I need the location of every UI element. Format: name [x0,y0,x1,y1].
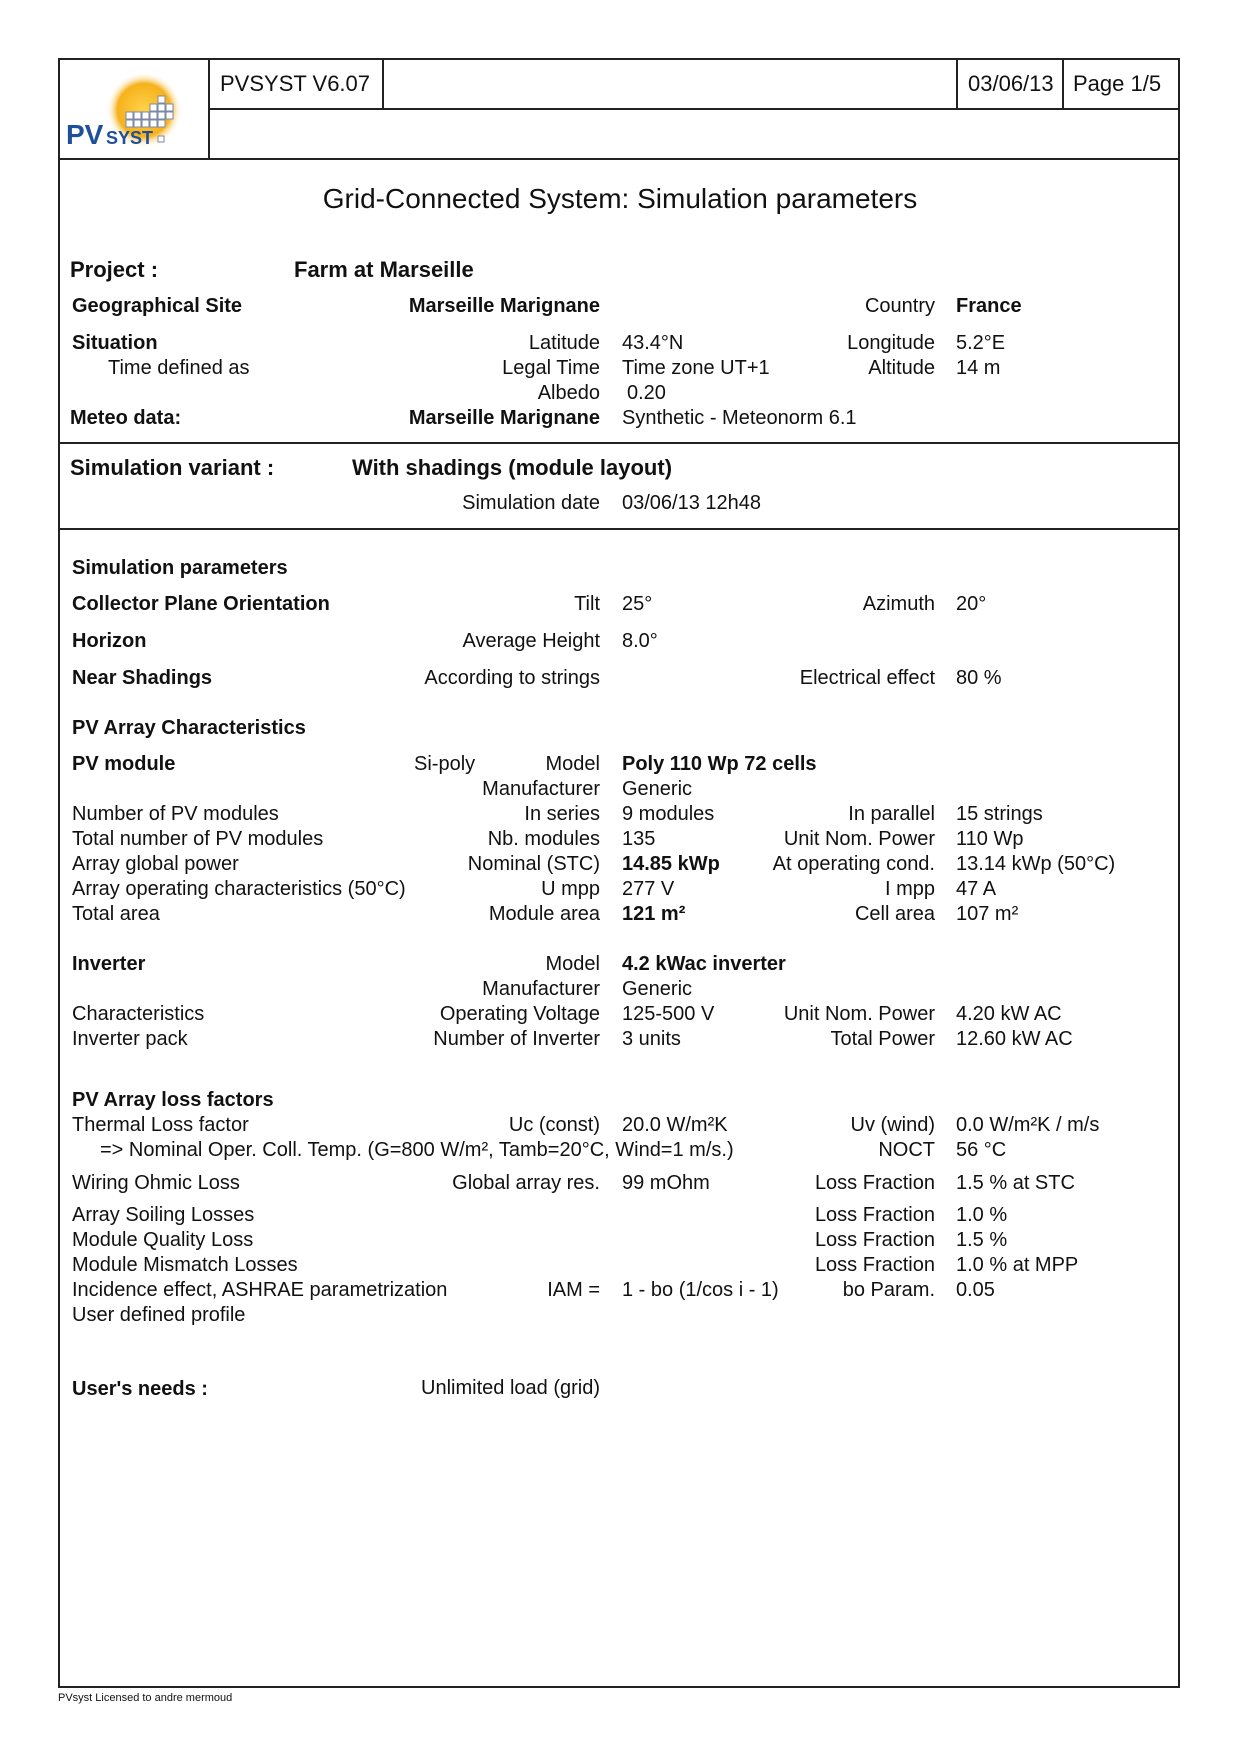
geo-site-value: Marseille Marignane [408,295,600,317]
module-model-value: Poly 110 Wp 72 cells [622,753,817,775]
logo-divider [208,58,210,158]
meteo-site: Marseille Marignane [408,407,600,429]
quality-fraction-value: 1.5 % [956,1229,1008,1251]
inverter-unit-power-value: 4.20 kW AC [956,1003,1062,1025]
inverter-model-label: Model [545,953,600,975]
array-global-power-label: Array global power [72,853,239,875]
mismatch-loss-label: Module Mismatch Losses [72,1254,298,1276]
total-power-label: Total Power [830,1028,935,1050]
noct-label: NOCT [878,1139,935,1161]
impp-label: I mpp [884,878,935,900]
electrical-effect-value: 80 % [956,667,1002,689]
latitude-label: Latitude [528,332,600,354]
timezone-value: Time zone UT+1 [622,357,770,379]
near-shadings-label: Near Shadings [72,667,213,689]
array-characteristics-label: Array operating characteristics (50°C) [72,878,406,900]
cell-area-label: Cell area [854,903,935,925]
pv-module-label: PV module [72,753,176,775]
avg-height-value: 8.0° [622,630,658,652]
user-profile-label: User defined profile [72,1304,246,1326]
simulation-date-value: 03/06/13 12h48 [622,492,762,514]
wiring-loss-fraction-value: 1.5 % at STC [956,1172,1075,1194]
horizon-label: Horizon [72,630,147,652]
losses-heading: PV Array loss factors [72,1089,274,1111]
site-section-rule [58,442,1180,444]
global-array-res-label: Global array res. [452,1172,600,1194]
tilt-label: Tilt [574,593,600,615]
header-bottom-rule [58,158,1180,160]
number-of-inverter-label: Number of Inverter [433,1028,600,1050]
electrical-effect-label: Electrical effect [799,667,935,689]
meteo-label: Meteo data: [70,407,182,429]
number-of-inverter-value: 3 units [622,1028,681,1050]
users-needs-label: User's needs : [72,1378,208,1400]
quality-fraction-label: Loss Fraction [814,1229,935,1251]
legal-time-label: Legal Time [502,357,600,379]
in-parallel-label: In parallel [848,803,935,825]
page-title: Grid-Connected System: Simulation parameters [322,183,918,214]
soiling-fraction-label: Loss Fraction [814,1204,935,1226]
umpp-label: U mpp [541,878,600,900]
umpp-value: 277 V [622,878,675,900]
operating-cond-label: At operating cond. [772,853,935,875]
project-value: Farm at Marseille [294,257,474,282]
inverter-label: Inverter [72,953,146,975]
meteo-source: Synthetic - Meteonorm 6.1 [622,407,857,429]
params-heading: Simulation parameters [72,557,288,579]
module-area-value: 121 m² [622,903,686,925]
avg-height-label: Average Height [462,630,600,652]
module-unit-power-value: 110 Wp [956,828,1024,850]
users-needs-value: Unlimited load (grid) [421,1377,600,1399]
report-date: 03/06/13 [968,71,1054,96]
module-tech: Si-poly [414,753,476,775]
bo-param-label: bo Param. [842,1279,935,1301]
uv-value: 0.0 W/m²K / m/s [956,1114,1100,1136]
cell-area-value: 107 m² [956,903,1019,925]
uc-label: Uc (const) [508,1114,600,1136]
inverter-manufacturer-label: Manufacturer [482,978,600,1000]
azimuth-label: Azimuth [862,593,935,615]
module-manufacturer-value: Generic [622,778,693,800]
azimuth-value: 20° [956,593,987,615]
altitude-label: Altitude [868,357,935,379]
header-cell-divider-3 [1062,58,1064,108]
wiring-loss-fraction-label: Loss Fraction [814,1172,935,1194]
header-cell-divider-2 [956,58,958,108]
time-defined-label: Time defined as [108,357,250,379]
module-model-label: Model [545,753,600,775]
near-shadings-value: According to strings [424,667,600,689]
iam-formula: 1 - bo (1/cos i - 1) [622,1279,779,1301]
geo-site-label: Geographical Site [72,295,243,317]
noct-value: 56 °C [956,1139,1007,1161]
albedo-value: 0.20 [627,382,666,404]
num-modules-label: Number of PV modules [72,803,279,825]
nominal-stc-label: Nominal (STC) [467,853,600,875]
altitude-value: 14 m [956,357,1001,379]
bo-param-value: 0.05 [956,1279,995,1301]
in-series-value: 9 modules [622,803,715,825]
nb-modules-value: 135 [622,828,656,850]
mismatch-fraction-label: Loss Fraction [814,1254,935,1276]
header-divider [210,108,1180,110]
in-parallel-value: 15 strings [956,803,1043,825]
inverter-pack-label: Inverter pack [72,1028,188,1050]
software-version: PVSYST V6.07 [220,71,371,96]
project-label: Project : [70,257,159,282]
global-array-res-value: 99 mOhm [622,1172,710,1194]
page-number: Page 1/5 [1073,71,1162,96]
impp-value: 47 A [956,878,997,900]
total-modules-label: Total number of PV modules [72,828,324,850]
noct-description: => Nominal Oper. Coll. Temp. (G=800 W/m², Tamb=20°C, Wind=1 m/s.) [100,1139,734,1161]
tilt-value: 25° [622,593,653,615]
module-manufacturer-label: Manufacturer [482,778,600,800]
inverter-characteristics-label: Characteristics [72,1003,205,1025]
nominal-stc-value: 14.85 kWp [622,853,720,875]
total-power-value: 12.60 kW AC [956,1028,1073,1050]
uc-value: 20.0 W/m²K [622,1114,728,1136]
longitude-label: Longitude [847,332,935,354]
wiring-loss-label: Wiring Ohmic Loss [72,1172,240,1194]
header-cell-divider-1 [382,58,384,108]
iam-label: IAM = [547,1279,600,1301]
variant-label: Simulation variant : [70,455,275,480]
svg-text:PV: PV [66,119,104,150]
variant-value: With shadings (module layout) [352,455,673,480]
operating-voltage-label: Operating Voltage [439,1003,600,1025]
soiling-loss-label: Array Soiling Losses [72,1204,255,1226]
variant-section-rule [58,528,1180,530]
soiling-fraction-value: 1.0 % [956,1204,1008,1226]
in-series-label: In series [524,803,600,825]
array-heading: PV Array Characteristics [72,717,306,739]
pvsyst-logo [64,72,204,156]
simulation-date-label: Simulation date [462,492,600,514]
inverter-model-value: 4.2 kWac inverter [622,953,786,975]
longitude-value: 5.2°E [956,332,1006,354]
quality-loss-label: Module Quality Loss [72,1229,254,1251]
operating-cond-value: 13.14 kWp (50°C) [956,853,1116,875]
nb-modules-label: Nb. modules [487,828,600,850]
incidence-effect-label: Incidence effect, ASHRAE parametrization [72,1279,448,1301]
situation-label: Situation [72,332,158,354]
uv-label: Uv (wind) [850,1114,935,1136]
mismatch-fraction-value: 1.0 % at MPP [956,1254,1079,1276]
country-label: Country [864,295,935,317]
latitude-value: 43.4°N [622,332,684,354]
svg-text:SYST: SYST [106,128,154,148]
albedo-label: Albedo [537,382,600,404]
orientation-label: Collector Plane Orientation [72,593,330,615]
module-area-label: Module area [488,903,600,925]
total-area-label: Total area [72,903,160,925]
license-footer: PVsyst Licensed to andre mermoud [58,1692,233,1704]
thermal-loss-label: Thermal Loss factor [72,1114,249,1136]
country-value: France [956,295,1022,317]
module-unit-power-label: Unit Nom. Power [783,828,935,850]
inverter-unit-power-label: Unit Nom. Power [783,1003,935,1025]
inverter-manufacturer-value: Generic [622,978,693,1000]
operating-voltage-value: 125-500 V [622,1003,715,1025]
